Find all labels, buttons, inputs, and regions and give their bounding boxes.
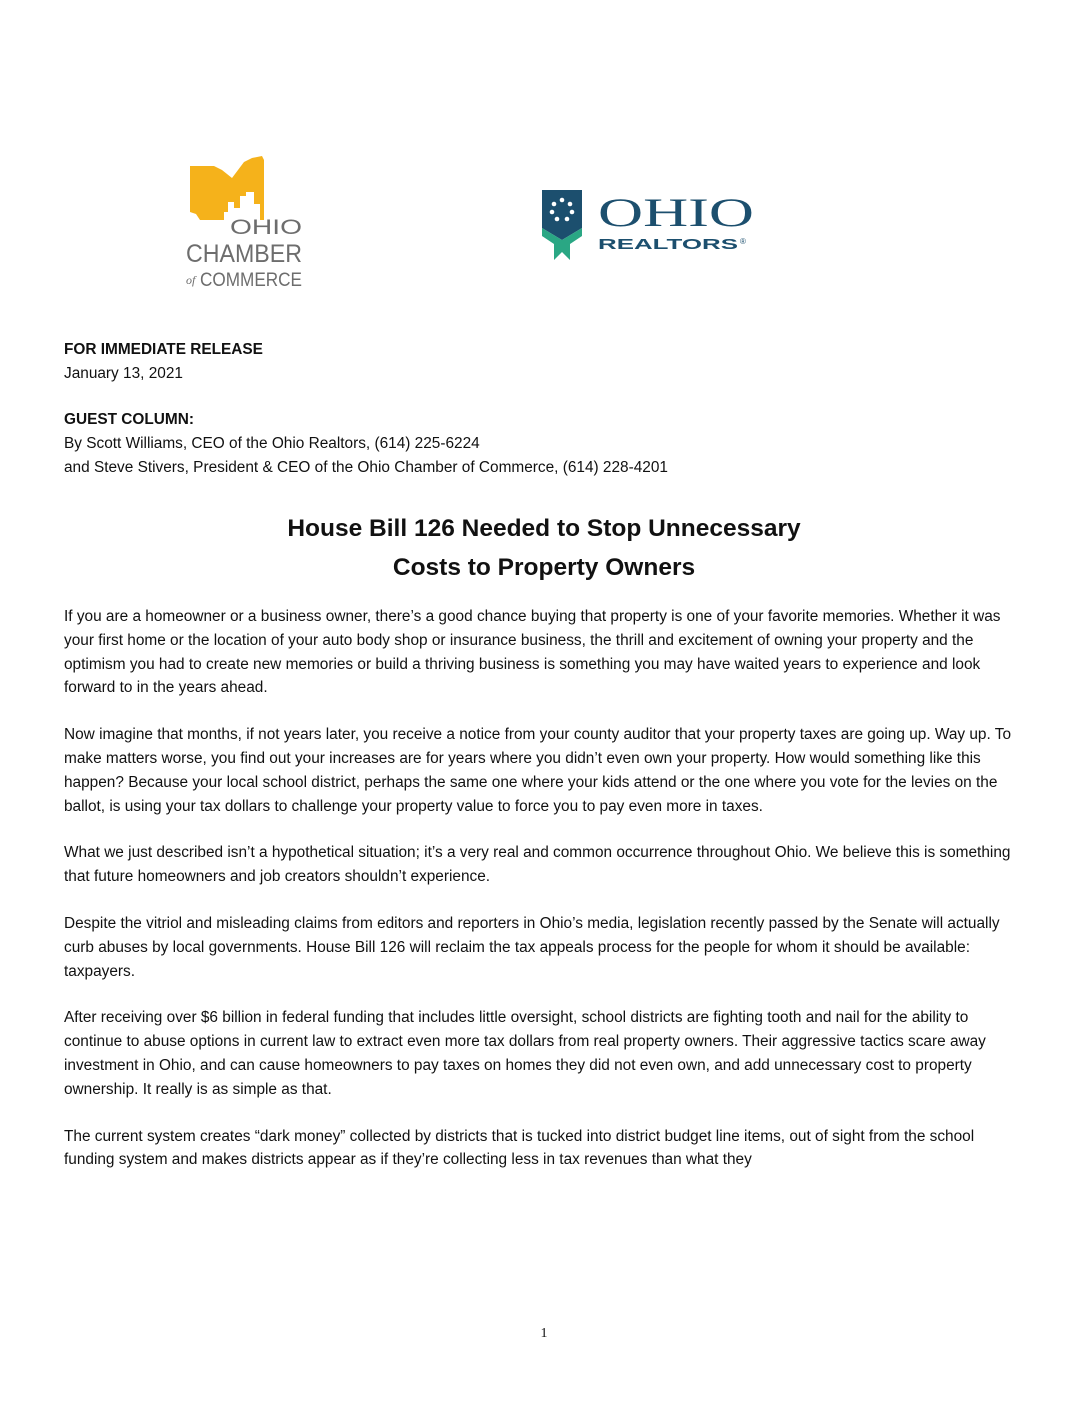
headline-line-1: House Bill 126 Needed to Stop Unnecessary	[287, 515, 801, 542]
column-label: GUEST COLUMN:	[64, 411, 194, 428]
headline-line-2: Costs to Property Owners	[392, 554, 696, 581]
ohio-realtors-logo	[540, 188, 765, 262]
chamber-logo-line1: OHIO	[230, 216, 302, 239]
ohio-state-skyline-icon	[190, 156, 264, 220]
realtors-trademark: ®	[740, 237, 746, 246]
article-body	[64, 605, 1024, 1195]
paragraph: The current system creates “dark money” collected by districts that is tucked into district budget line items, out of sight from the school funding system and makes districts appear as if they’re collecting less in tax revenues than what they	[64, 1127, 975, 1169]
paragraph: After receiving over $6 billion in federal funding that includes little oversight, school districts are fighting tooth and nail for the ability to continue to abuse options in current law to extract even more tax dollars from real property owners. Their aggressive tactics scare away investment in Ohio, and can cause homeowners to pay taxes on homes they did not even own, and add unnecessary cost to property ownership. It really is as simple as that.	[64, 1009, 986, 1098]
byline-authors-1: By Scott Williams, CEO of the Ohio Realtors, (614) 225-6224	[64, 435, 480, 452]
paragraph: If you are a homeowner or a business owner, there’s a good chance buying that property is one of your favorite memories. Whether it was your first home or the location of your auto body shop or insurance business, the thrill and excitement of owning your property and the optimism you had to create new memories or build a thriving business is something you may have waited years to experience and look forward to in the years ahead.	[64, 608, 1001, 697]
headline	[64, 509, 1024, 587]
release-header	[64, 338, 1024, 480]
ohio-chamber-of-commerce-logo	[186, 156, 316, 290]
page-number: 1	[540, 1326, 548, 1341]
realtors-logo-line2: REALTORS	[598, 236, 738, 253]
paragraph: Despite the vitriol and misleading claims from editors and reporters in Ohio’s media, legislation recently passed by the Senate will actually curb abuses by local governments. House Bill 126 will reclaim the tax appeals process for the people for whom it should be available: taxpayers.	[64, 914, 1000, 980]
realtors-shield-icon	[542, 190, 582, 260]
byline-authors-2: and Steve Stivers, President & CEO of the Ohio Chamber of Commerce, (614) 228-4201	[64, 459, 668, 476]
release-date: January 13, 2021	[64, 365, 183, 382]
chamber-logo-of: of	[186, 273, 196, 287]
paragraph: What we just described isn’t a hypothetical situation; it’s a very real and common occurrence throughout Ohio. We believe this is something that future homeowners and job creators shouldn’t experience.	[64, 844, 1011, 886]
paragraph: Now imagine that months, if not years later, you receive a notice from your county auditor that your property taxes are going up. Way up. To make matters worse, you find out your increases are for years where you didn’t even own your property. How would something like this happen? Because your local school district, perhaps the same one where your kids attend or the one where you vote for the levies on the ballot, is using your tax dollars to challenge your property value to force you to pay even more in taxes.	[64, 726, 1012, 815]
release-label: FOR IMMEDIATE RELEASE	[64, 341, 263, 358]
chamber-logo-line3: COMMERCE	[200, 270, 302, 290]
realtors-logo-line1: OHIO	[598, 190, 754, 235]
chamber-logo-line2: CHAMBER	[186, 240, 302, 268]
